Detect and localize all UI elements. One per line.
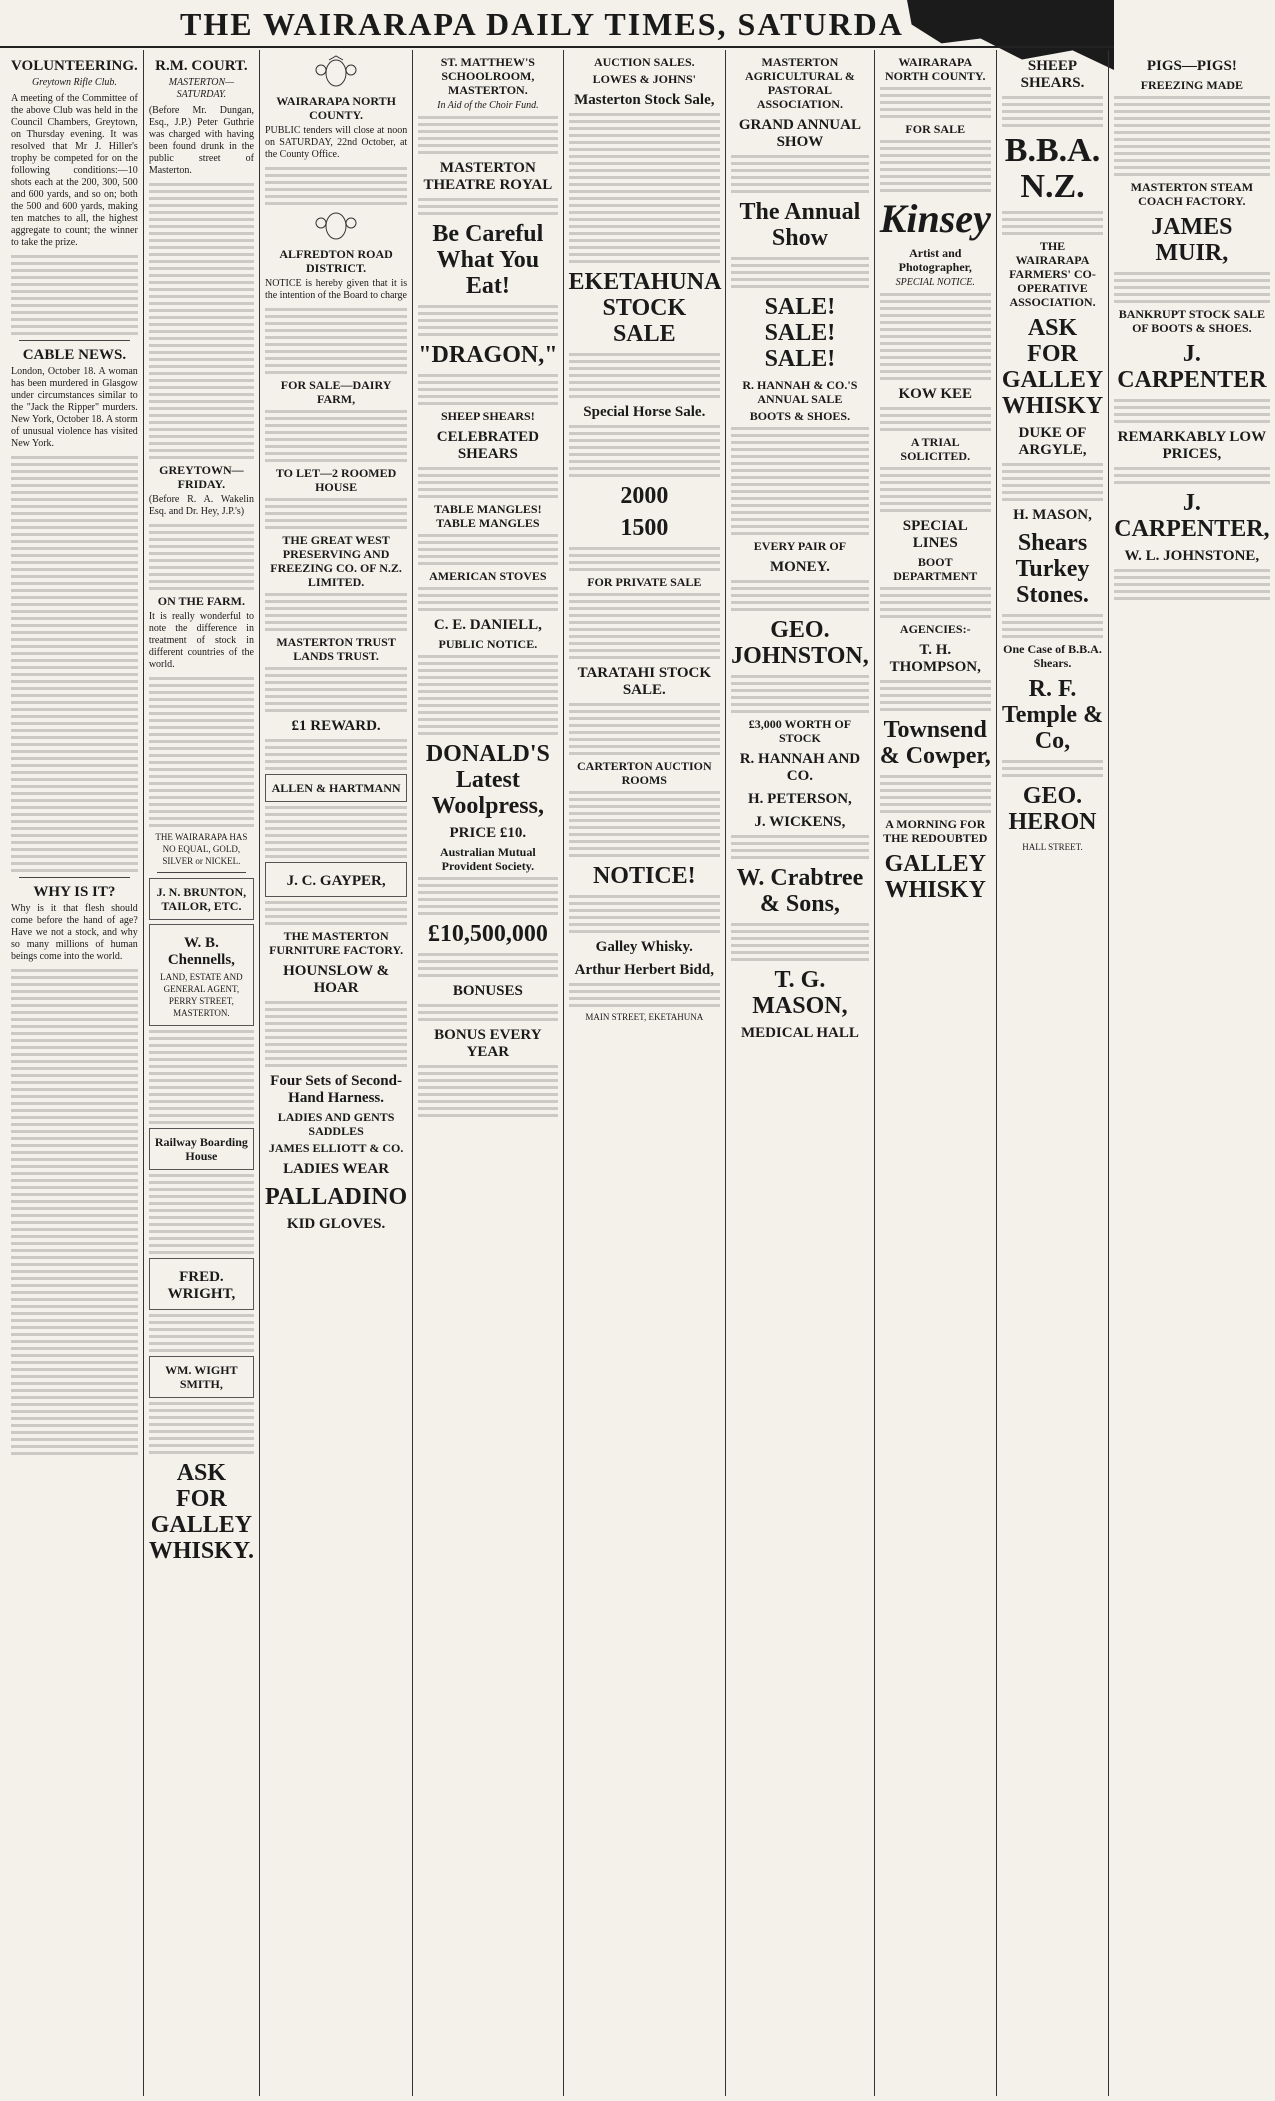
- text-lines: [731, 923, 869, 961]
- text-lines: [880, 467, 991, 512]
- heading-private-sale: FOR PRIVATE SALE: [587, 575, 702, 589]
- ad-kid-gloves: KID GLOVES.: [286, 1216, 386, 1232]
- ad-allen-hartmann-title: ALLEN & HARTMANN: [271, 781, 401, 795]
- heading-st-matthews: ST. MATTHEW'S SCHOOLROOM, MASTERTON.: [440, 55, 535, 97]
- text-lines: [569, 703, 721, 755]
- heading-taratahi: TARATAHI STOCK SALE.: [577, 665, 712, 698]
- text-lines: [418, 374, 557, 405]
- text-lines: [149, 524, 254, 590]
- text-lines: [11, 456, 138, 872]
- heading-dairy-farm: FOR SALE—DAIRY FARM,: [280, 378, 392, 406]
- text-lines: [418, 534, 557, 565]
- article-cable-news: London, October 18. A woman has been murdered in Glasgow under circumstances similar to the "Jack the Ripper" murders. New York, October 18. A storm of unusual violence has visited New York.: [11, 366, 138, 449]
- text-lines: [880, 775, 991, 813]
- text-lines: [569, 113, 721, 263]
- ad-allen-hartmann: [265, 774, 407, 802]
- heading-townsend-cowper: Townsend & Cowper,: [879, 717, 991, 769]
- heading-geo-johnston: GEO. JOHNSTON,: [731, 617, 869, 669]
- ad-gayper: [265, 862, 407, 897]
- heading-be-careful: Be Careful What You Eat!: [432, 221, 544, 299]
- heading-hannah-co: R. HANNAH AND CO.: [739, 751, 861, 784]
- ad-james-elliott: JAMES ELLIOTT & CO.: [268, 1141, 404, 1155]
- text-lines: [569, 353, 721, 398]
- note-hall-street: HALL STREET.: [1022, 842, 1083, 852]
- heading-eketahuna-stock-sale: EKETAHUNA STOCK SALE: [568, 269, 722, 347]
- article-on-the-farm: It is really wonderful to note the difference in treatment of stock in different countries of the world.: [148, 611, 254, 670]
- heading-bankrupt-stock: BANKRUPT STOCK SALE OF BOOTS & SHOES.: [1118, 307, 1265, 335]
- heading-agricultural-association: MASTERTON AGRICULTURAL & PASTORAL ASSOCIATION.: [744, 55, 855, 111]
- heading-for-sale: FOR SALE: [905, 122, 966, 136]
- heading-bba-case: One Case of B.B.A. Shears.: [1003, 642, 1102, 670]
- heading-furniture-factory: THE MASTERTON FURNITURE FACTORY.: [269, 929, 404, 957]
- text-lines: [418, 1004, 557, 1021]
- heading-ask-galley: ASK FOR GALLEY WHISKY: [1001, 315, 1104, 419]
- text-lines: [1114, 272, 1269, 303]
- heading-special-notice: SPECIAL NOTICE.: [895, 277, 975, 288]
- subheading-masterton-saturday: MASTERTON—SATURDAY.: [168, 77, 235, 100]
- heading-bonuses: BONUSES: [452, 983, 523, 999]
- text-lines: [1002, 211, 1103, 235]
- heading-sheep-shears-2: SHEEP SHEARS.: [1020, 58, 1085, 91]
- text-lines: [11, 969, 138, 1455]
- heading-greytown-friday: GREYTOWN—FRIDAY.: [159, 463, 244, 491]
- text-lines: [265, 167, 407, 205]
- text-lines: [880, 87, 991, 118]
- column-6: [726, 50, 875, 2096]
- heading-hannah-sale: R. HANNAH & CO.'S ANNUAL SALE: [742, 378, 858, 406]
- heading-james-muir: JAMES MUIR,: [1151, 214, 1233, 266]
- heading-public-notice: PUBLIC NOTICE.: [438, 637, 538, 651]
- text-lines: [11, 255, 138, 335]
- logo-kinsey: Kinsey: [879, 196, 991, 241]
- column-8: [997, 50, 1109, 2096]
- text-lines: [418, 116, 557, 154]
- heading-american-stoves: AMERICAN STOVES: [429, 569, 547, 583]
- text-lines: [1114, 399, 1269, 423]
- masthead: [0, 4, 1114, 48]
- text-lines: [265, 901, 407, 925]
- heading-worth-of-stock: £3,000 WORTH OF STOCK: [748, 717, 852, 745]
- heading-to-let: TO LET—2 ROOMED HOUSE: [275, 466, 397, 494]
- text-lines: [418, 877, 557, 915]
- text-lines: [731, 675, 869, 713]
- heading-amp-society: Australian Mutual Provident Society.: [440, 845, 536, 873]
- heading-boots-shoes: BOOTS & SHOES.: [749, 409, 851, 423]
- ad-saddles: LADIES AND GENTS SADDLES: [277, 1110, 395, 1138]
- heading-farmers-coop: THE WAIRARAPA FARMERS' CO-OPERATIVE ASSOCIATION.: [1009, 239, 1096, 309]
- heading-bba-nz: B.B.A. N.Z.: [1004, 132, 1101, 205]
- notice-tenders: PUBLIC tenders will close at noon on SATURDAY, 22nd October, at the County Office.: [264, 125, 408, 160]
- heading-special-lines: SPECIAL LINES: [902, 518, 968, 551]
- ad-wight-smith-title: WM. WIGHT SMITH,: [165, 1363, 238, 1391]
- heading-sale: SALE! SALE! SALE!: [764, 294, 836, 372]
- text-lines: [265, 1001, 407, 1067]
- ad-brunton: [149, 878, 254, 920]
- heading-freezing-made: FREEZING MADE: [1140, 78, 1244, 92]
- text-lines: [149, 1314, 254, 1352]
- heading-table-mangles: TABLE MANGLES! TABLE MANGLES: [434, 502, 542, 530]
- text-lines: [418, 305, 557, 336]
- heading-peterson: H. PETERSON,: [748, 791, 852, 807]
- article-why-is-it: Why is it that flesh should come before the hand of age? Have we not a stock, and why so many millions of human beings come into the world.: [11, 903, 138, 962]
- heading-duke-of-argyle: DUKE OF ARGYLE,: [1018, 425, 1087, 458]
- notice-alfredton: NOTICE is hereby given that it is the intention of the Board to charge: [264, 278, 408, 301]
- heading-auction-sales: AUCTION SALES.: [593, 55, 695, 69]
- text-lines: [880, 587, 991, 618]
- heading-great-west: THE GREAT WEST PRESERVING AND FREEZING CO. OF N.Z. LIMITED.: [270, 533, 402, 589]
- text-lines: [569, 547, 721, 571]
- text-lines: [731, 835, 869, 859]
- column-3: [260, 50, 413, 2096]
- text-lines: [418, 467, 557, 498]
- ad-harness: Four Sets of Second-Hand Harness.: [270, 1073, 402, 1106]
- heading-north-county: WAIRARAPA NORTH COUNTY.: [885, 55, 986, 83]
- heading-cable-news: CABLE NEWS.: [22, 347, 127, 363]
- text-lines: [731, 427, 869, 535]
- heading-rf-temple: R. F. Temple & Co,: [1001, 676, 1104, 754]
- text-lines: [569, 895, 721, 933]
- heading-tg-mason: T. G. MASON,: [752, 967, 848, 1019]
- heading-wairarapa-north-county: WAIRARAPA NORTH COUNTY.: [276, 94, 396, 122]
- heading-sheep-shears: SHEEP SHEARS!: [441, 409, 535, 423]
- coat-of-arms-icon: [313, 209, 359, 243]
- subheading-choir-fund: In Aid of the Choir Fund.: [437, 100, 539, 111]
- heading-agencies: AGENCIES:-: [899, 622, 971, 636]
- heading-dragon: "DRAGON,": [418, 342, 558, 368]
- text-lines: [731, 257, 869, 288]
- coat-of-arms-icon: [313, 56, 359, 90]
- article-greytown-friday: (Before R. A. Wakelin Esq. and Dr. Hey, J.P.'s): [148, 494, 254, 517]
- text-lines: [149, 183, 254, 459]
- ad-boarding-house-title: Railway Boarding House: [154, 1135, 248, 1163]
- heading-morning: A MORNING FOR THE REDOUBTED: [883, 817, 988, 845]
- heading-galley-whisky: Galley Whisky.: [595, 939, 693, 955]
- heading-masterton-stock-sale: Masterton Stock Sale,: [574, 92, 715, 108]
- text-lines: [569, 425, 721, 477]
- ad-galley-whisky: ASK FOR GALLEY WHISKY.: [148, 1460, 254, 1564]
- heading-low-prices: REMARKABLY LOW PRICES,: [1117, 429, 1267, 462]
- divider: [19, 340, 130, 341]
- ad-chennells: [149, 924, 254, 1026]
- heading-money: MONEY.: [769, 559, 830, 575]
- text-lines: [418, 1065, 557, 1117]
- text-lines: [418, 587, 557, 611]
- text-lines: [265, 498, 407, 529]
- text-lines: [880, 293, 991, 380]
- text-lines: [1002, 614, 1103, 638]
- text-lines: [1002, 760, 1103, 777]
- ad-fred-wright: [149, 1258, 254, 1310]
- ad-boarding-house: [149, 1128, 254, 1170]
- heading-lowes-johns: LOWES & JOHNS': [592, 72, 696, 86]
- heading-on-the-farm: ON THE FARM.: [157, 594, 245, 608]
- heading-woolpress: DONALD'S Latest Woolpress,: [425, 741, 550, 819]
- ad-palladino: PALLADINO: [264, 1184, 408, 1210]
- article-rifle-club: A meeting of the Committee of the above Club was held in the Council Chambers, Greytown, on Thursday evening. It was resolved that Mr J. Hiller's trophy be competed for on the following conditions:—10 shots each at the 200, 300, 500 and 600 yards, and so on; both the 500 and 600 yards, making ten matches to all, the highest aggregate to count; the winner to take the prize.: [11, 93, 138, 248]
- heading-every-pair: EVERY PAIR OF: [753, 539, 847, 553]
- heading-wickens: J. WICKENS,: [754, 814, 846, 830]
- heading-1500: 1500: [620, 515, 669, 541]
- text-lines: [731, 155, 869, 193]
- ad-ladies-wear: LADIES WEAR: [283, 1161, 390, 1177]
- text-lines: [265, 593, 407, 631]
- text-lines: [569, 791, 721, 857]
- text-lines: [731, 580, 869, 611]
- heading-rm-court: R.M. COURT.: [155, 58, 248, 74]
- ad-gayper-title: J. C. GAYPER,: [286, 873, 386, 889]
- heading-j-carpenter-2: J. CARPENTER,: [1114, 490, 1270, 542]
- heading-alfredton-road: ALFREDTON ROAD DISTRICT.: [279, 247, 393, 275]
- heading-amount: £10,500,000: [427, 921, 548, 947]
- heading-arthur-bidd: Arthur Herbert Bidd,: [574, 962, 714, 978]
- heading-horse-sale: Special Horse Sale.: [583, 404, 706, 420]
- heading-medical-hall: MEDICAL HALL: [740, 1025, 859, 1041]
- column-7: [875, 50, 997, 2096]
- heading-crabtree: W. Crabtree & Sons,: [736, 865, 864, 917]
- heading-celebrated-shears: CELEBRATED SHEARS: [436, 429, 539, 462]
- heading-reward: £1 REWARD.: [291, 718, 381, 734]
- text-lines: [265, 667, 407, 712]
- text-lines: [149, 677, 254, 827]
- heading-theatre-royal: MASTERTON THEATRE ROYAL: [423, 160, 553, 193]
- heading-price: PRICE £10.: [449, 825, 527, 841]
- heading-geo-heron: GEO. HERON: [1008, 783, 1097, 835]
- text-lines: [149, 1030, 254, 1124]
- article-rm-court: (Before Mr. Dungan, Esq., J.P.) Peter Guthrie was charged with having been found drunk in the public street of Masterton.: [148, 105, 254, 176]
- heading-boot-department: BOOT DEPARTMENT: [893, 555, 978, 583]
- notice-wairarapa: THE WAIRARAPA HAS NO EQUAL, GOLD, SILVER or NICKEL.: [155, 832, 248, 866]
- ad-wight-smith: [149, 1356, 254, 1398]
- text-lines: [1114, 467, 1269, 484]
- heading-pigs: PIGS—PIGS!: [1146, 58, 1237, 74]
- heading-2000: 2000: [620, 483, 669, 509]
- ad-chennells-title: W. B. Chennells,: [167, 935, 235, 968]
- heading-th-thompson: T. H. THOMPSON,: [889, 642, 981, 675]
- ad-brunton-title: J. N. BRUNTON, TAILOR, ETC.: [156, 885, 247, 913]
- heading-annual-show: The Annual Show: [739, 199, 861, 251]
- heading-steam-coach: MASTERTON STEAM COACH FACTORY.: [1130, 180, 1254, 208]
- heading-galley-whisky-2: GALLEY WHISKY: [884, 851, 986, 903]
- heading-j-carpenter: J. CARPENTER: [1117, 341, 1267, 393]
- note-main-street: MAIN STREET, EKETAHUNA: [585, 1012, 704, 1022]
- text-lines: [880, 140, 991, 192]
- text-lines: [569, 983, 721, 1007]
- text-lines: [1114, 96, 1269, 176]
- text-lines: [880, 407, 991, 431]
- divider: [157, 872, 246, 873]
- heading-h-mason: H. MASON,: [1013, 507, 1092, 523]
- ad-chennells-sub: LAND, ESTATE AND GENERAL AGENT, PERRY STREET, MASTERTON.: [160, 972, 243, 1018]
- column-5: [564, 50, 727, 2096]
- column-2: [144, 50, 260, 2096]
- ad-fred-wright-title: FRED. WRIGHT,: [167, 1269, 236, 1302]
- text-lines: [569, 593, 721, 659]
- text-lines: [418, 198, 557, 215]
- text-lines: [265, 410, 407, 462]
- column-9: [1109, 50, 1274, 2096]
- divider: [19, 877, 130, 878]
- heading-ce-daniell: C. E. DANIELL,: [433, 617, 542, 633]
- column-1: [6, 50, 144, 2096]
- text-lines: [265, 739, 407, 770]
- heading-trial-solicited: A TRIAL SOLICITED.: [900, 435, 971, 463]
- heading-carterton-auction: CARTERTON AUCTION ROOMS: [577, 759, 712, 787]
- heading-artist-photographer: Artist and Photographer,: [898, 246, 972, 274]
- text-lines: [149, 1174, 254, 1254]
- text-lines: [418, 655, 557, 735]
- heading-kow-kee: KOW KEE: [898, 386, 973, 402]
- heading-grand-annual-show: GRAND ANNUAL SHOW: [738, 117, 861, 150]
- text-lines: [1114, 569, 1269, 600]
- heading-turkey-stones: Shears Turkey Stones.: [1015, 530, 1090, 608]
- text-lines: [149, 1402, 254, 1454]
- text-lines: [880, 680, 991, 711]
- heading-trust-lands: MASTERTON TRUST LANDS TRUST.: [276, 635, 396, 663]
- page-columns: [6, 50, 1270, 2096]
- heading-notice: NOTICE!: [592, 863, 696, 889]
- heading-wl-johnstone: W. L. JOHNSTONE,: [1124, 548, 1260, 564]
- text-lines: [265, 806, 407, 858]
- ad-hounslow-hoar: HOUNSLOW & HOAR: [283, 963, 390, 996]
- text-lines: [418, 953, 557, 977]
- text-lines: [1002, 96, 1103, 127]
- column-4: [413, 50, 563, 2096]
- heading-bonus-every-year: BONUS EVERY YEAR: [434, 1027, 542, 1060]
- subheading-rifle-club: Greytown Rifle Club.: [31, 77, 117, 88]
- heading-volunteering: VOLUNTEERING.: [11, 58, 138, 74]
- newspaper-title: THE WAIRARAPA DAILY TIMES, SATURDA: [180, 6, 904, 42]
- text-lines: [1002, 463, 1103, 501]
- text-lines: [265, 308, 407, 374]
- heading-why-is-it: WHY IS IT?: [33, 884, 116, 900]
